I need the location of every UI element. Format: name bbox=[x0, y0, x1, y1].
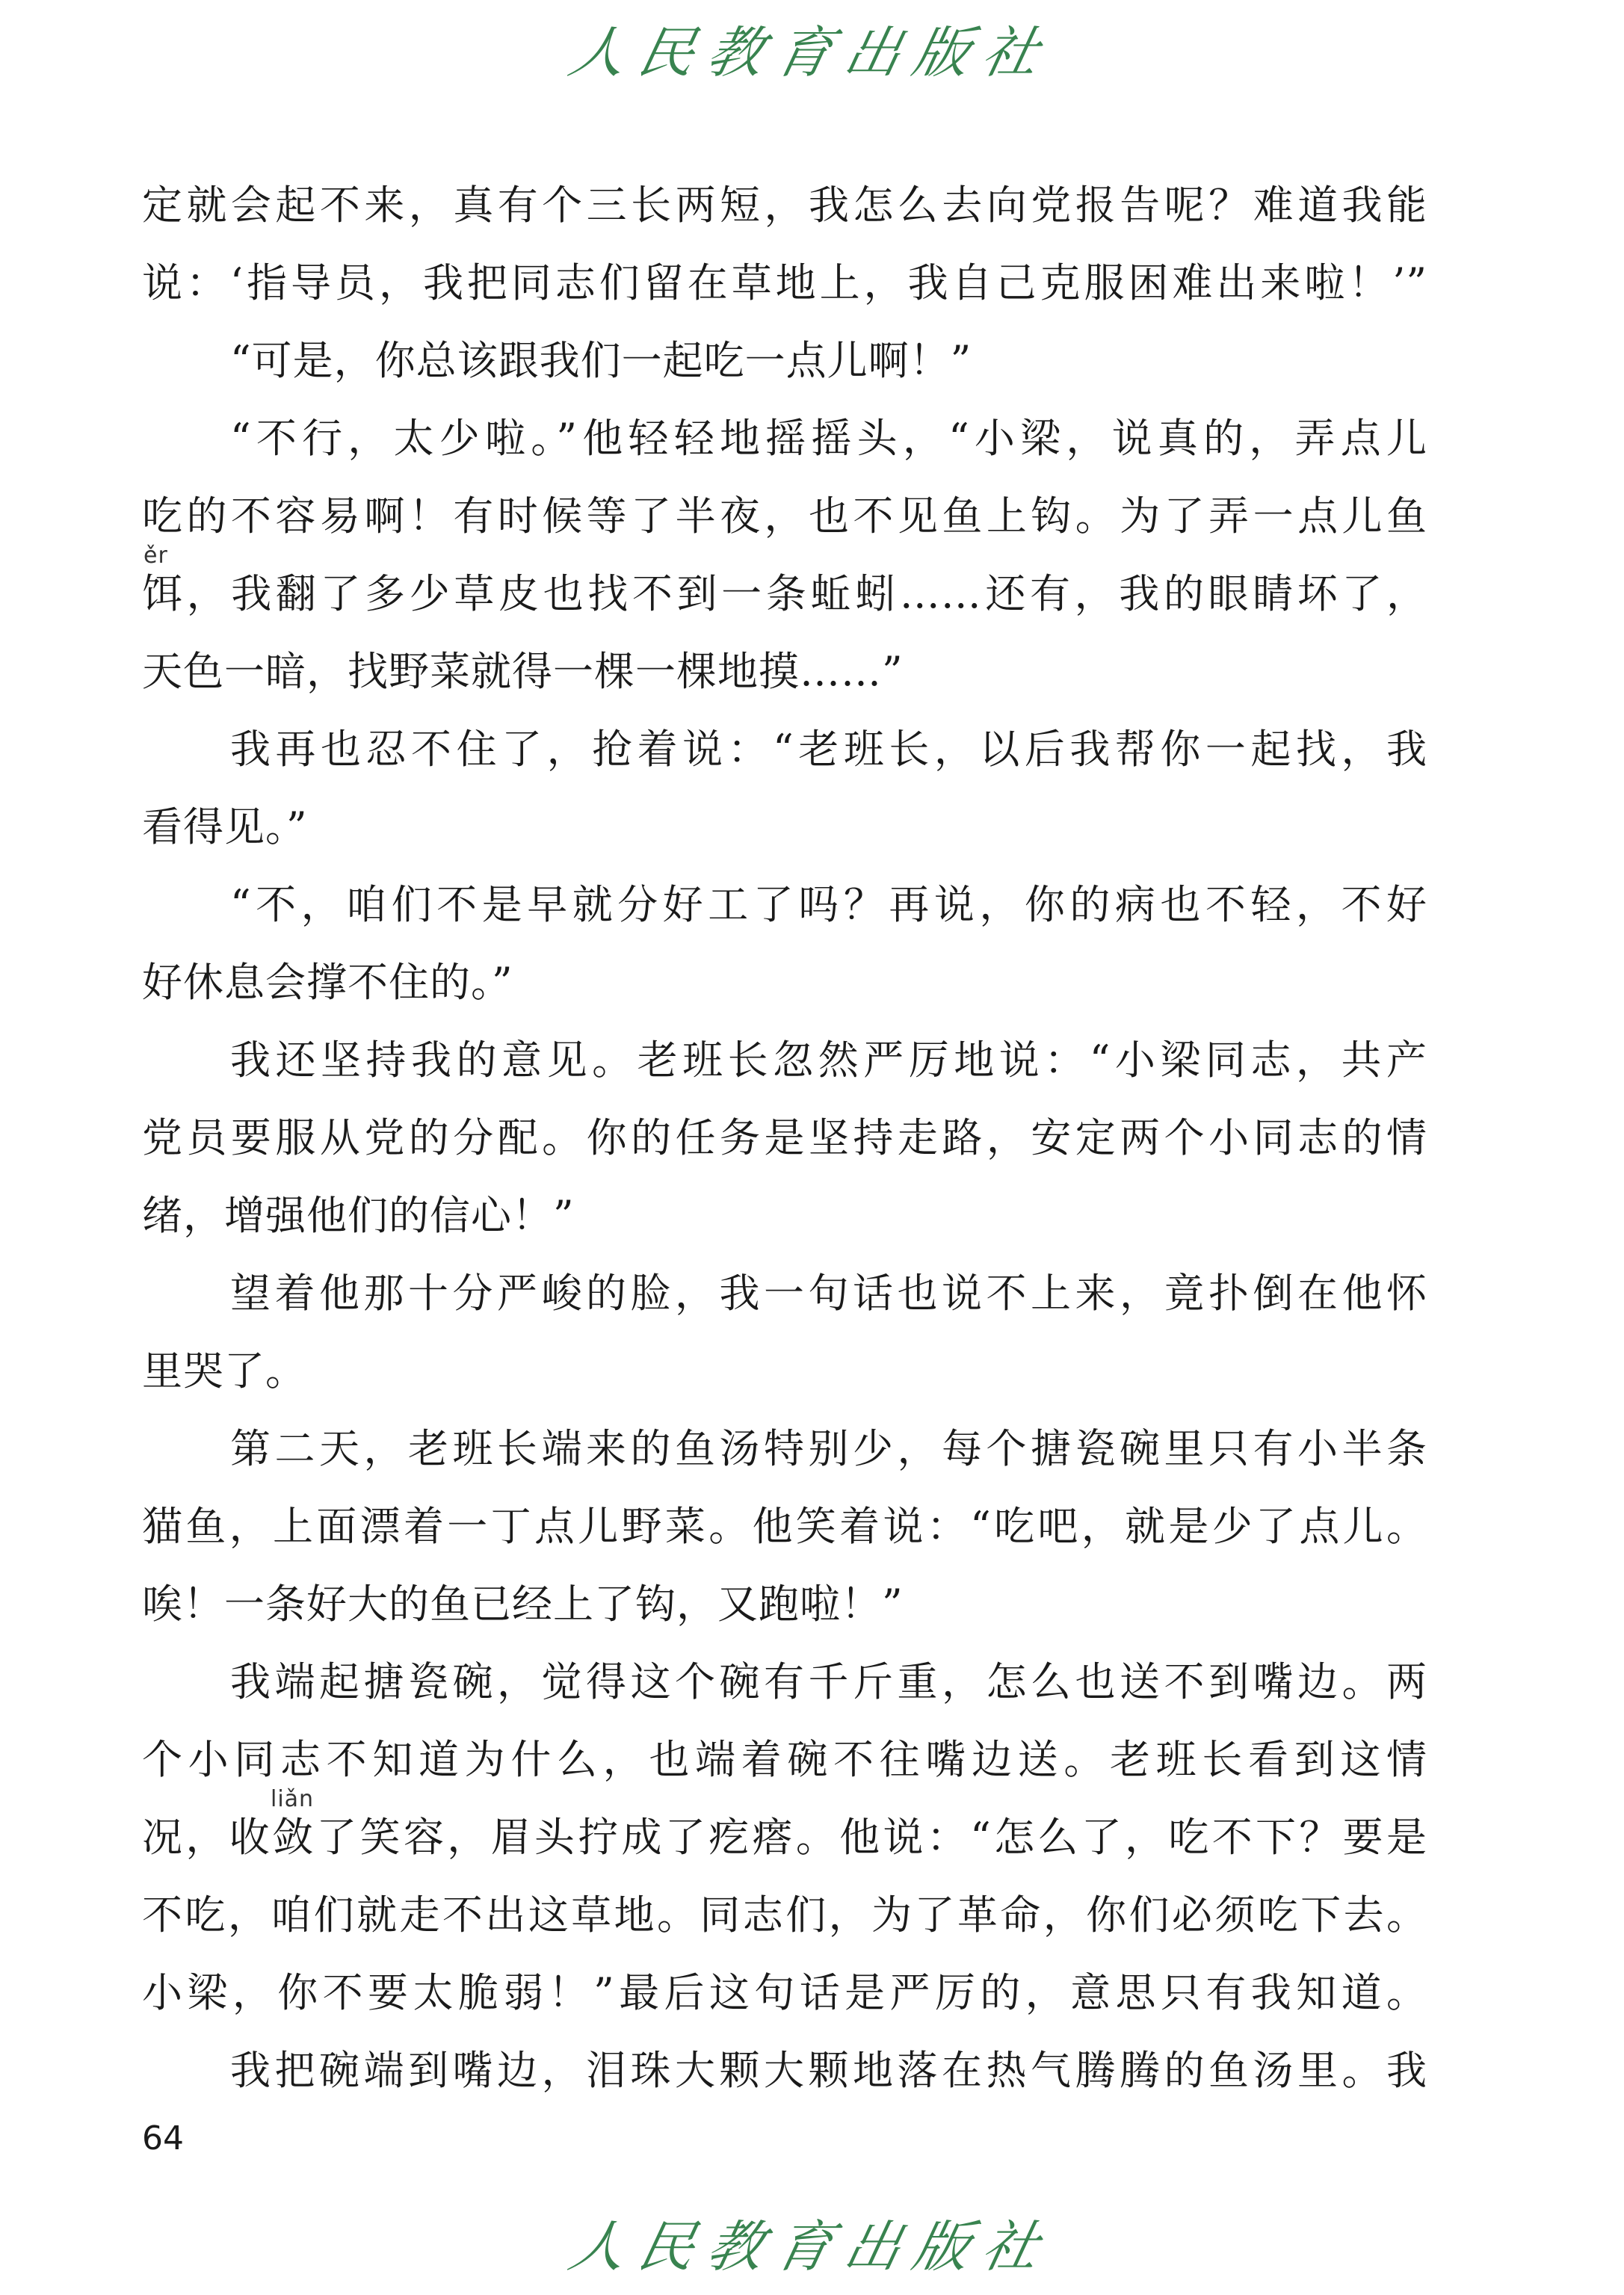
text-line: 望着他那十分严峻的脸，我一句话也说不上来，竟扑倒在他怀 bbox=[230, 1270, 1427, 1317]
text-line: 天色一暗，找野菜就得一棵一棵地摸……” bbox=[142, 648, 904, 695]
text-line: 个小同志不知道为什么，也端着碗不往嘴边送。老班长看到这情 bbox=[142, 1736, 1427, 1783]
text-line: 看得见。” bbox=[142, 803, 308, 850]
publisher-watermark-bottom: 人民教育出版社 bbox=[564, 2215, 1059, 2279]
text-line: 里哭了。 bbox=[142, 1347, 306, 1394]
text-line: 说：‘指导员，我把同志们留在草地上，我自己克服困难出来啦！’” bbox=[142, 259, 1427, 306]
text-line: 吃的不容易啊！有时候等了半夜，也不见鱼上钩。为了弄一点儿鱼 bbox=[142, 492, 1427, 540]
text-line: 不吃，咱们就走不出这草地。同志们，为了革命，你们必须吃下去。 bbox=[142, 1891, 1427, 1939]
page-number: 64 bbox=[142, 2119, 184, 2157]
text-line: 猫鱼，上面漂着一丁点儿野菜。他笑着说：“吃吧，就是少了点儿。 bbox=[142, 1503, 1427, 1550]
text-line: “不行，太少啦。”他轻轻地摇摇头，“小梁，说真的，弄点儿 bbox=[230, 415, 1427, 462]
publisher-watermark-top: 人民教育出版社 bbox=[564, 21, 1059, 85]
text-line: 小梁，你不要太脆弱！”最后这句话是严厉的，意思只有我知道。 bbox=[142, 1969, 1427, 2016]
text-line: 第二天，老班长端来的鱼汤特别少，每个搪瓷碗里只有小半条 bbox=[230, 1425, 1427, 1472]
text-line: 绪，增强他们的信心！” bbox=[142, 1192, 575, 1239]
text-line: 党员要服从党的分配。你的任务是坚持走路，安定两个小同志的情 bbox=[142, 1114, 1427, 1161]
text-line: ěr 饵，我翻了多少草皮也找不到一条蚯蚓……还有，我的眼睛坏了， bbox=[142, 543, 1427, 617]
text-line: 我还坚持我的意见。老班长忽然严厉地说：“小梁同志，共产 bbox=[230, 1037, 1427, 1084]
pinyin-annotation: liǎn bbox=[271, 1786, 315, 1812]
text-line: 好休息会撑不住的。” bbox=[142, 959, 513, 1006]
text-line: 我端起搪瓷碗，觉得这个碗有千斤重，怎么也送不到嘴边。两 bbox=[230, 1658, 1427, 1705]
text-line: 我再也忍不住了，抢着说：“老班长，以后我帮你一起找，我 bbox=[230, 726, 1427, 773]
body-text bbox=[142, 167, 1427, 2110]
text-line: liǎn 况，收敛了笑容，眉头拧成了疙瘩。他说：“怎么了，吃不下？要是 bbox=[142, 1786, 1427, 1861]
text-line: “不，咱们不是早就分好工了吗？再说，你的病也不轻，不好 bbox=[230, 881, 1427, 928]
pinyin-annotation: ěr bbox=[143, 543, 168, 569]
text-line: 我把碗端到嘴边，泪珠大颗大颗地落在热气腾腾的鱼汤里。我 bbox=[230, 2047, 1427, 2094]
text-line: 定就会起不来，真有个三长两短，我怎么去向党报告呢？难道我能 bbox=[142, 182, 1427, 229]
text-line: “可是，你总该跟我们一起吃一点儿啊！” bbox=[230, 337, 972, 384]
text-line: 唉！一条好大的鱼已经上了钩，又跑啦！” bbox=[142, 1581, 904, 1628]
